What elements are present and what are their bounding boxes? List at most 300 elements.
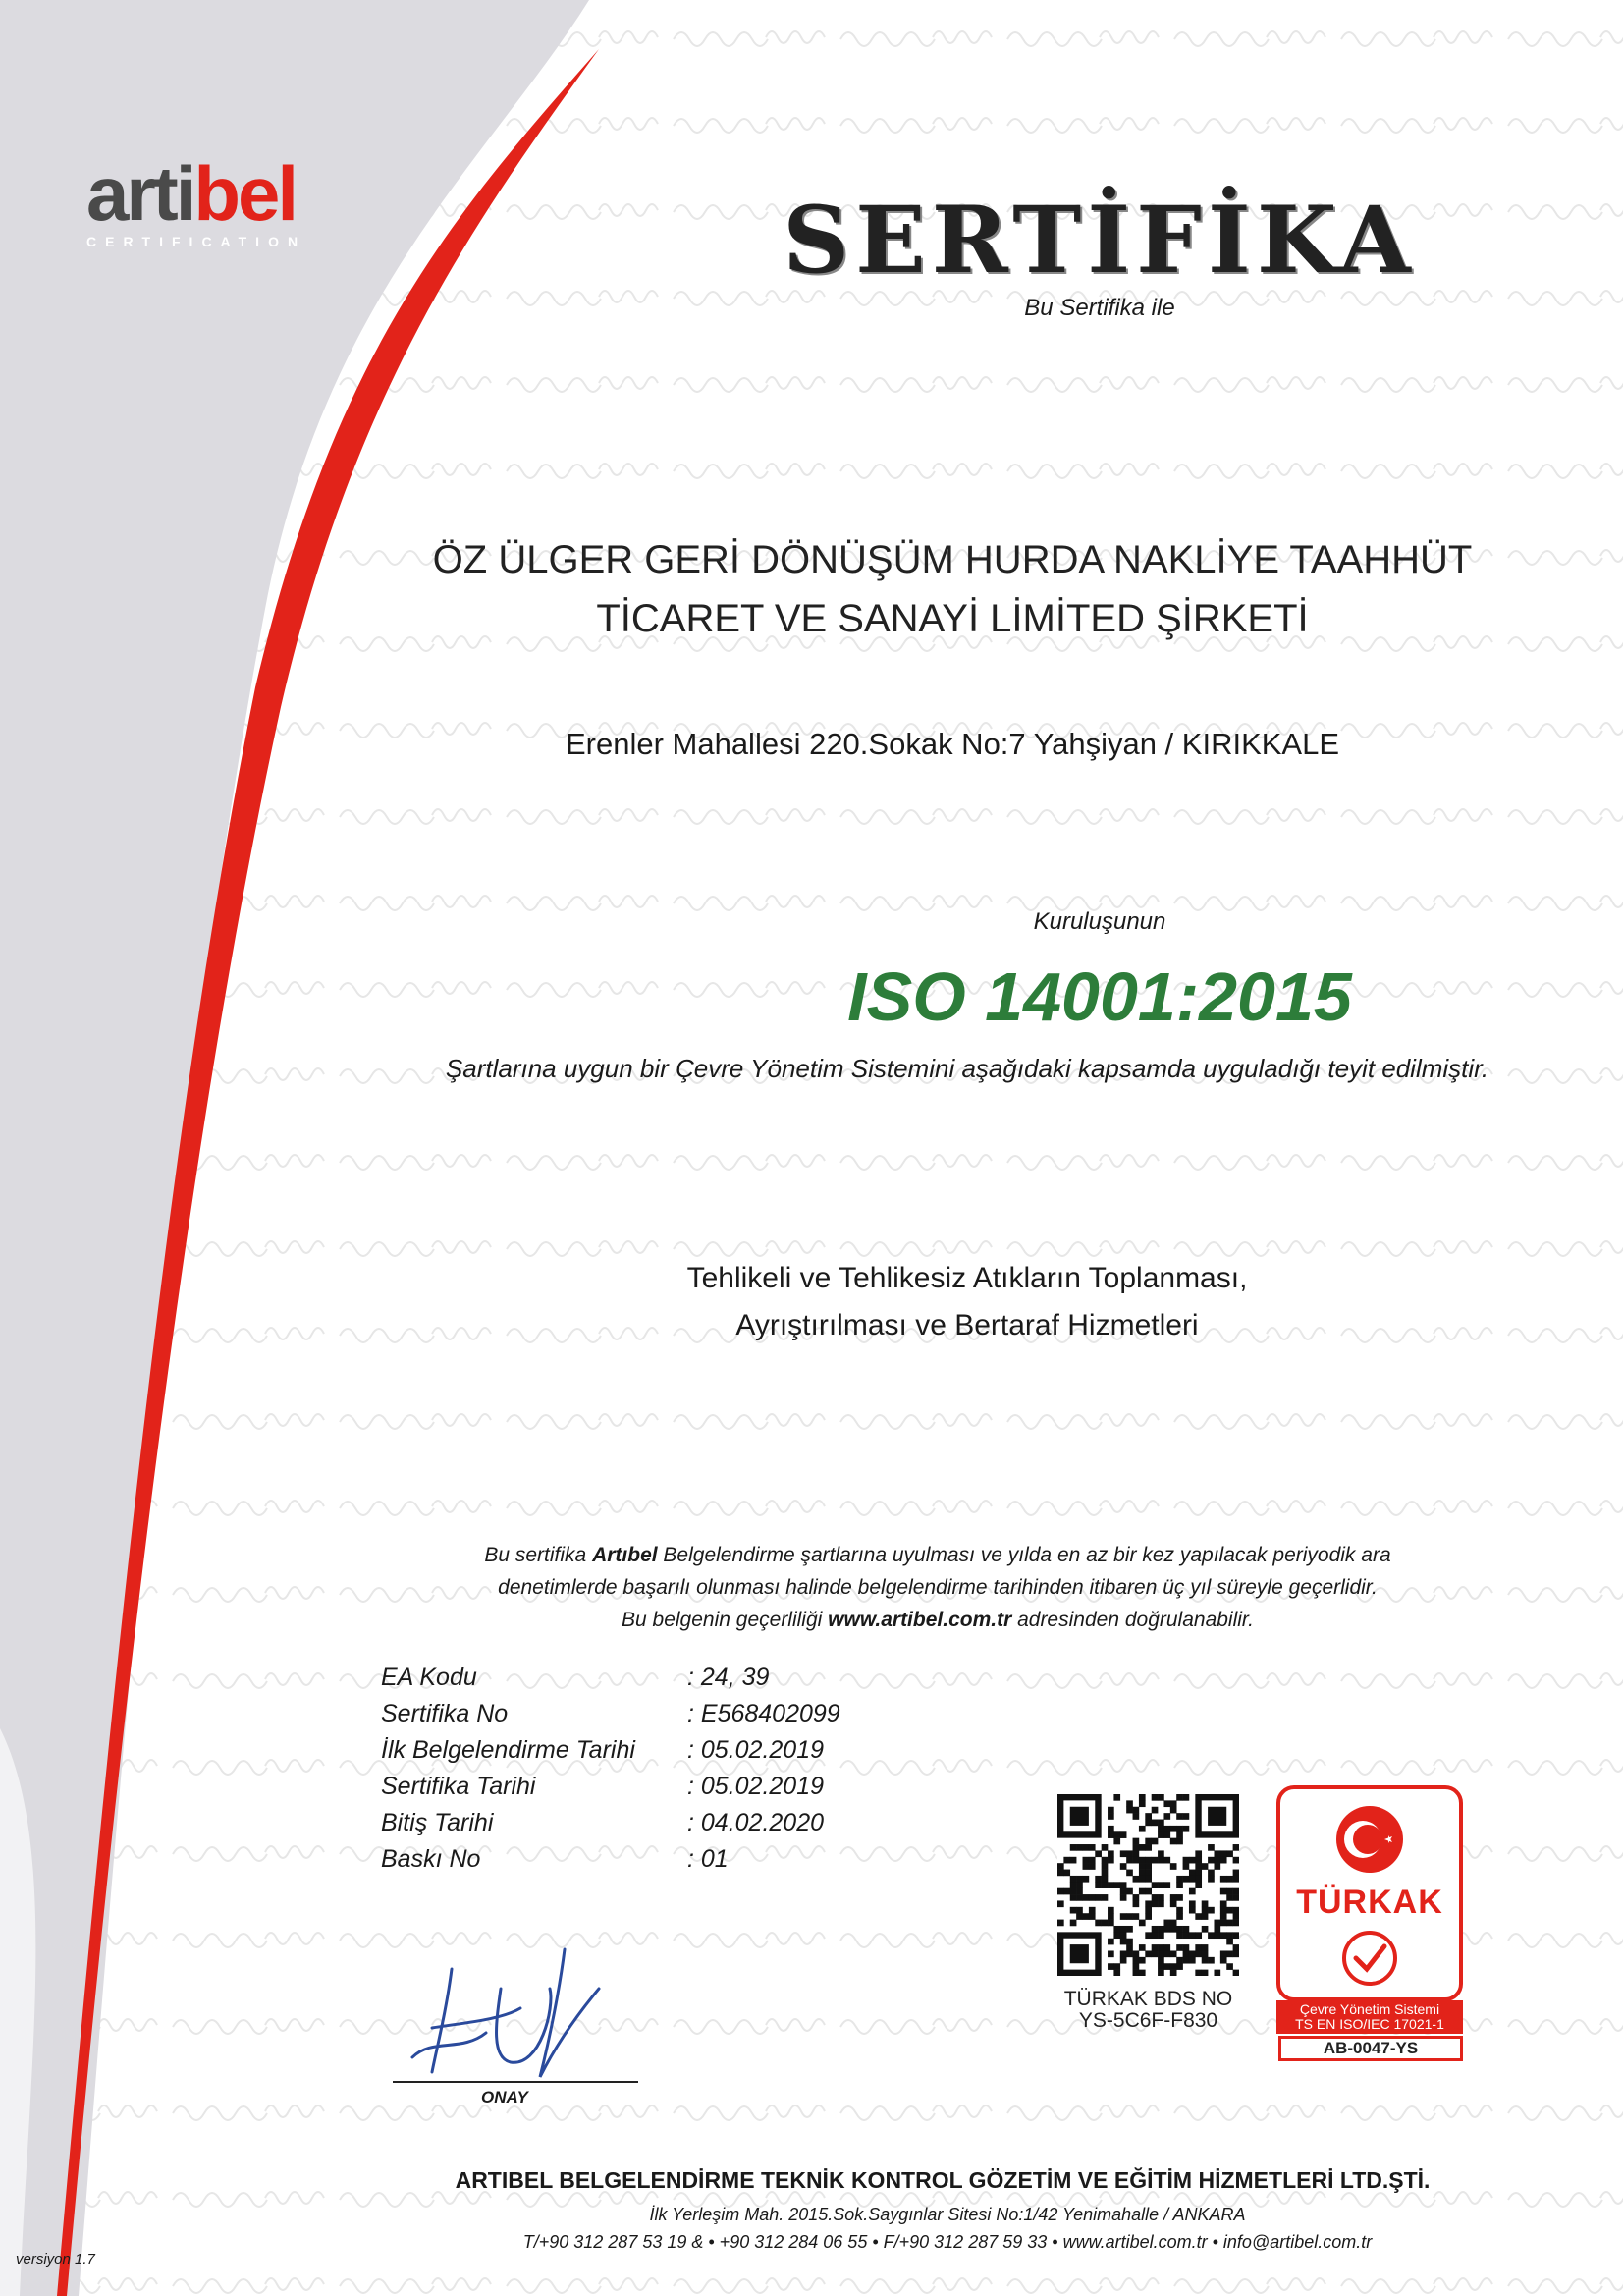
qr-module bbox=[1152, 1807, 1159, 1814]
qr-module bbox=[1083, 1894, 1090, 1901]
qr-module bbox=[1183, 1950, 1190, 1957]
qr-module bbox=[1176, 1876, 1183, 1883]
qr-module bbox=[1195, 1857, 1202, 1864]
qr-module bbox=[1083, 1876, 1090, 1883]
iso-standard: ISO 14001:2015 bbox=[847, 958, 1352, 1035]
company-name-line1: ÖZ ÜLGER GERİ DÖNÜŞÜM HURDA NAKLİYE TAAHHÜT bbox=[432, 538, 1473, 581]
qr-module bbox=[1202, 1863, 1209, 1870]
qr-module bbox=[1220, 1876, 1227, 1883]
qr-module bbox=[1120, 1863, 1127, 1870]
qr-module bbox=[1176, 1907, 1183, 1914]
turkak-scope bbox=[1276, 2000, 1463, 2034]
footer-company: ARTIBEL BELGELENDİRME TEKNİK KONTROL GÖZETİM VE EĞİTİM HİZMETLERİ LTD.ŞTİ. bbox=[455, 2167, 1431, 2193]
certification-scope bbox=[550, 1255, 1384, 1349]
logo-text-bel: bel bbox=[193, 150, 297, 237]
qr-module bbox=[1208, 1857, 1215, 1864]
qr-module bbox=[1195, 1970, 1202, 1976]
qr-module bbox=[1102, 1863, 1109, 1870]
qr-module bbox=[1158, 1820, 1164, 1827]
qr-module bbox=[1158, 1932, 1164, 1939]
qr-module bbox=[1108, 1826, 1114, 1832]
qr-module bbox=[1139, 1870, 1146, 1877]
notice-line2: denetimlerde başarılı olunması halinde belgelendirme tarihinden itibaren üç yıl süreyle geçerlidir. bbox=[498, 1576, 1378, 1599]
qr-module bbox=[1158, 1957, 1164, 1964]
detail-value: : 24, 39 bbox=[687, 1664, 770, 1691]
qr-module bbox=[1139, 1920, 1146, 1927]
qr-module bbox=[1195, 1950, 1202, 1957]
qr-module bbox=[1176, 1831, 1183, 1838]
conformity-statement: Şartlarına uygun bir Çevre Yönetim Sistemini aşağıdaki kapsamda uyguladığı teyit edilmiştir. bbox=[445, 1054, 1489, 1083]
qr-module bbox=[1102, 1844, 1109, 1851]
qr-module bbox=[1133, 1807, 1140, 1814]
qr-module bbox=[1189, 1857, 1196, 1864]
qr-module bbox=[1102, 1876, 1109, 1883]
qr-module bbox=[1226, 1888, 1233, 1895]
qr-module bbox=[1133, 1838, 1140, 1845]
qr-module bbox=[1170, 1838, 1177, 1845]
qr-module bbox=[1063, 1888, 1070, 1895]
qr-module bbox=[1163, 1926, 1170, 1933]
qr-module bbox=[1126, 1939, 1133, 1945]
qr-module bbox=[1089, 1907, 1096, 1914]
qr-module bbox=[1195, 1882, 1202, 1888]
turkak-accreditation-mark bbox=[1276, 1785, 1463, 2001]
qr-module bbox=[1145, 1913, 1152, 1920]
qr-module bbox=[1083, 1913, 1090, 1920]
qr-module bbox=[1108, 1813, 1114, 1820]
qr-module bbox=[1126, 1888, 1133, 1895]
detail-row-bitis-tarihi bbox=[381, 1805, 990, 1841]
detail-value: : 04.02.2020 bbox=[687, 1809, 825, 1836]
notice-line1-pre: Bu sertifika bbox=[484, 1544, 593, 1566]
turkak-name: TÜRKAK bbox=[1296, 1884, 1443, 1921]
detail-row-sertifika-no bbox=[381, 1696, 990, 1732]
qr-module bbox=[1233, 1920, 1239, 1927]
qr-module bbox=[1070, 1876, 1077, 1883]
qr-module bbox=[1226, 1907, 1233, 1914]
qr-module bbox=[1170, 1950, 1177, 1957]
validity-notice bbox=[353, 1539, 1522, 1636]
qr-module bbox=[1139, 1844, 1146, 1851]
qr-module bbox=[1152, 1950, 1159, 1957]
qr-module bbox=[1063, 1857, 1070, 1864]
qr-module bbox=[1133, 1900, 1140, 1907]
qr-module bbox=[1158, 1970, 1164, 1976]
detail-value: : 05.02.2019 bbox=[687, 1773, 825, 1800]
qr-module bbox=[1176, 1813, 1183, 1820]
qr-module bbox=[1158, 1944, 1164, 1951]
qr-module bbox=[1076, 1894, 1083, 1901]
qr-module bbox=[1126, 1913, 1133, 1920]
qr-module bbox=[1070, 1882, 1077, 1888]
qr-module bbox=[1226, 1963, 1233, 1970]
qr-module bbox=[1233, 1950, 1239, 1957]
qr-module bbox=[1202, 1913, 1209, 1920]
qr-module bbox=[1126, 1807, 1133, 1814]
qr-module bbox=[1076, 1876, 1083, 1883]
qr-module bbox=[1233, 1907, 1239, 1914]
qr-module bbox=[1145, 1844, 1152, 1851]
qr-module bbox=[1214, 1863, 1220, 1870]
logo-text-arti: arti bbox=[86, 150, 194, 237]
qr-module bbox=[1113, 1838, 1120, 1845]
qr-module bbox=[1139, 1794, 1146, 1801]
qr-module bbox=[1202, 1957, 1209, 1964]
qr-module bbox=[1163, 1826, 1170, 1832]
qr-module bbox=[1233, 1913, 1239, 1920]
qr-module bbox=[1063, 1870, 1070, 1877]
company-address: Erenler Mahallesi 220.Sokak No:7 Yahşiyan / KIRIKKALE bbox=[565, 727, 1340, 761]
qr-module bbox=[1057, 1888, 1064, 1895]
qr-module bbox=[1076, 1888, 1083, 1895]
qr-module bbox=[1202, 1950, 1209, 1957]
qr-module bbox=[1214, 1926, 1220, 1933]
qr-module bbox=[1214, 1850, 1220, 1857]
qr-module bbox=[1102, 1870, 1109, 1877]
qr-module bbox=[1189, 1957, 1196, 1964]
qr-module bbox=[1076, 1882, 1083, 1888]
qr-module bbox=[1120, 1939, 1127, 1945]
qr-module bbox=[1183, 1876, 1190, 1883]
qr-module bbox=[1108, 1807, 1114, 1814]
qr-module bbox=[1183, 1957, 1190, 1964]
qr-module bbox=[1120, 1913, 1127, 1920]
qr-module bbox=[1152, 1838, 1159, 1845]
qr-module bbox=[1220, 1913, 1227, 1920]
qr-module bbox=[1076, 1913, 1083, 1920]
qr-module bbox=[1176, 1882, 1183, 1888]
qr-module bbox=[1120, 1950, 1127, 1957]
qr-module bbox=[1163, 1831, 1170, 1838]
qr-module bbox=[1152, 1932, 1159, 1939]
qr-caption bbox=[1043, 1989, 1254, 2032]
qr-module bbox=[1163, 1882, 1170, 1888]
qr-module bbox=[1176, 1957, 1183, 1964]
qr-module bbox=[1158, 1794, 1164, 1801]
approval-label: ONAY bbox=[481, 2088, 528, 2106]
qr-module bbox=[1220, 1950, 1227, 1957]
qr-module bbox=[1102, 1882, 1109, 1888]
qr-module bbox=[1120, 1926, 1127, 1933]
qr-module bbox=[1089, 1913, 1096, 1920]
qr-module bbox=[1226, 1950, 1233, 1957]
qr-module bbox=[1120, 1882, 1127, 1888]
certificate-title: SERTİFİKA bbox=[783, 187, 1417, 295]
qr-module bbox=[1126, 1800, 1133, 1807]
qr-module bbox=[1158, 1950, 1164, 1957]
qr-module bbox=[1139, 1826, 1146, 1832]
qr-module bbox=[1133, 1957, 1140, 1964]
signature bbox=[393, 1930, 648, 2087]
qr-module bbox=[1183, 1857, 1190, 1864]
qr-module bbox=[1195, 1944, 1202, 1951]
qr-module bbox=[1076, 1844, 1083, 1851]
qr-module bbox=[1145, 1907, 1152, 1914]
notice-line1-post: Belgelendirme şartlarına uyulması ve yılda en az bir kez yapılacak periyodik ara bbox=[657, 1544, 1391, 1566]
qr-module bbox=[1189, 1900, 1196, 1907]
notice-line1 bbox=[353, 1539, 1522, 1571]
qr-module bbox=[1108, 1907, 1114, 1914]
qr-module bbox=[1158, 1963, 1164, 1970]
qr-module bbox=[1133, 1963, 1140, 1970]
qr-module bbox=[1176, 1926, 1183, 1933]
qr-module bbox=[1202, 1970, 1209, 1976]
qr-module bbox=[1220, 1850, 1227, 1857]
version-label: versiyon 1.7 bbox=[16, 2251, 95, 2268]
qr-module bbox=[1152, 1926, 1159, 1933]
qr-module bbox=[1170, 1800, 1177, 1807]
turkak-standard: TS EN ISO/IEC 17021-1 bbox=[1295, 2016, 1444, 2032]
checkmark-icon bbox=[1280, 1927, 1459, 1995]
qr-module bbox=[1163, 1963, 1170, 1970]
qr-module bbox=[1189, 1932, 1196, 1939]
qr-module bbox=[1214, 1920, 1220, 1927]
qr-module bbox=[1208, 1907, 1215, 1914]
qr-module bbox=[1126, 1950, 1133, 1957]
qr-module bbox=[1170, 1894, 1177, 1901]
qr-module bbox=[1139, 1888, 1146, 1895]
qr-module bbox=[1089, 1844, 1096, 1851]
qr-module bbox=[1158, 1857, 1164, 1864]
qr-module bbox=[1113, 1882, 1120, 1888]
qr-module bbox=[1102, 1857, 1109, 1864]
qr-module bbox=[1214, 1932, 1220, 1939]
qr-module bbox=[1133, 1913, 1140, 1920]
qr-module bbox=[1183, 1813, 1190, 1820]
qr-module bbox=[1170, 1920, 1177, 1927]
turkak-code: AB-0047-YS bbox=[1278, 2036, 1463, 2061]
detail-row-ilk-belgelendirme bbox=[381, 1732, 990, 1769]
qr-module bbox=[1133, 1876, 1140, 1883]
qr-module bbox=[1158, 1926, 1164, 1933]
qr-module bbox=[1083, 1857, 1090, 1864]
detail-row-ea-kodu bbox=[381, 1660, 990, 1696]
qr-module bbox=[1163, 1813, 1170, 1820]
qr-module bbox=[1070, 1888, 1077, 1895]
qr-module bbox=[1152, 1894, 1159, 1901]
scope-line2: Ayrıştırılması ve Bertaraf Hizmetleri bbox=[735, 1309, 1199, 1341]
qr-code[interactable] bbox=[1057, 1794, 1239, 1976]
qr-module bbox=[1189, 1870, 1196, 1877]
qr-module bbox=[1176, 1826, 1183, 1832]
qr-module bbox=[1070, 1920, 1077, 1927]
qr-module bbox=[1233, 1944, 1239, 1951]
qr-module bbox=[1163, 1857, 1170, 1864]
qr-module bbox=[1183, 1863, 1190, 1870]
detail-value: : 05.02.2019 bbox=[687, 1736, 825, 1764]
qr-module bbox=[1108, 1939, 1114, 1945]
qr-module bbox=[1145, 1900, 1152, 1907]
qr-module bbox=[1202, 1926, 1209, 1933]
qr-module bbox=[1176, 1838, 1183, 1845]
qr-module bbox=[1070, 1844, 1077, 1851]
qr-module bbox=[1120, 1957, 1127, 1964]
qr-module bbox=[1120, 1932, 1127, 1939]
qr-module bbox=[1158, 1831, 1164, 1838]
qr-module bbox=[1057, 1900, 1064, 1907]
qr-module bbox=[1163, 1920, 1170, 1927]
qr-module bbox=[1126, 1944, 1133, 1951]
qr-module bbox=[1163, 1950, 1170, 1957]
qr-module bbox=[1108, 1913, 1114, 1920]
qr-module bbox=[1170, 1807, 1177, 1814]
qr-module bbox=[1057, 1920, 1064, 1927]
qr-module bbox=[1152, 1900, 1159, 1907]
qr-module bbox=[1170, 1963, 1177, 1970]
qr-module bbox=[1113, 1970, 1120, 1976]
qr-module bbox=[1226, 1876, 1233, 1883]
turkish-flag-icon bbox=[1280, 1795, 1459, 1884]
qr-module bbox=[1226, 1932, 1233, 1939]
qr-module bbox=[1220, 1957, 1227, 1964]
qr-module bbox=[1057, 1870, 1064, 1877]
qr-module bbox=[1158, 1882, 1164, 1888]
qr-module bbox=[1089, 1894, 1096, 1901]
qr-module bbox=[1220, 1888, 1227, 1895]
notice-line3-post: adresinden doğrulanabilir. bbox=[1011, 1609, 1254, 1631]
qr-module bbox=[1108, 1831, 1114, 1838]
qr-module bbox=[1120, 1850, 1127, 1857]
qr-module bbox=[1220, 1920, 1227, 1927]
qr-module bbox=[1145, 1888, 1152, 1895]
qr-module bbox=[1170, 1826, 1177, 1832]
qr-module bbox=[1176, 1932, 1183, 1939]
qr-module bbox=[1108, 1950, 1114, 1957]
qr-module bbox=[1095, 1894, 1102, 1901]
detail-label: Sertifika Tarihi bbox=[381, 1773, 536, 1800]
qr-module bbox=[1133, 1850, 1140, 1857]
qr-module bbox=[1202, 1900, 1209, 1907]
qr-module bbox=[1102, 1920, 1109, 1927]
qr-finder-pattern bbox=[1070, 1807, 1089, 1826]
certificate-details bbox=[381, 1660, 990, 1878]
qr-module bbox=[1189, 1876, 1196, 1883]
detail-label: EA Kodu bbox=[381, 1664, 477, 1691]
qr-module bbox=[1170, 1900, 1177, 1907]
qr-module bbox=[1145, 1813, 1152, 1820]
qr-module bbox=[1202, 1944, 1209, 1951]
qr-module bbox=[1170, 1863, 1177, 1870]
qr-module bbox=[1070, 1857, 1077, 1864]
notice-brand: Artıbel bbox=[592, 1544, 658, 1566]
qr-module bbox=[1202, 1907, 1209, 1914]
qr-module bbox=[1163, 1800, 1170, 1807]
detail-row-sertifika-tarihi bbox=[381, 1769, 990, 1805]
qr-module bbox=[1195, 1932, 1202, 1939]
qr-module bbox=[1095, 1920, 1102, 1927]
qr-module bbox=[1070, 1907, 1077, 1914]
qr-module bbox=[1183, 1794, 1190, 1801]
qr-module bbox=[1208, 1876, 1215, 1883]
qr-module bbox=[1176, 1913, 1183, 1920]
qr-finder-pattern bbox=[1208, 1807, 1226, 1826]
qr-module bbox=[1095, 1876, 1102, 1883]
footer-contact: T/+90 312 287 53 19 & • +90 312 284 06 55 • F/+90 312 287 59 33 • www.artibel.com.tr • info@artibel.com.tr bbox=[522, 2232, 1373, 2252]
qr-module bbox=[1089, 1863, 1096, 1870]
qr-module bbox=[1133, 1857, 1140, 1864]
qr-module bbox=[1113, 1932, 1120, 1939]
qr-module bbox=[1233, 1894, 1239, 1901]
qr-module bbox=[1083, 1863, 1090, 1870]
qr-module bbox=[1220, 1907, 1227, 1914]
kurulus-label: Kuruluşunun bbox=[1033, 908, 1166, 935]
qr-module bbox=[1208, 1870, 1215, 1877]
verification-url[interactable]: www.artibel.com.tr bbox=[828, 1609, 1012, 1631]
qr-module bbox=[1195, 1913, 1202, 1920]
qr-module bbox=[1120, 1888, 1127, 1895]
qr-module bbox=[1226, 1850, 1233, 1857]
qr-module bbox=[1152, 1820, 1159, 1827]
detail-label: Sertifika No bbox=[381, 1700, 509, 1727]
qr-module bbox=[1233, 1870, 1239, 1877]
qr-module bbox=[1145, 1857, 1152, 1864]
qr-module bbox=[1163, 1944, 1170, 1951]
qr-module bbox=[1113, 1926, 1120, 1933]
signature-line bbox=[393, 2081, 638, 2083]
qr-module bbox=[1208, 1844, 1215, 1851]
qr-module bbox=[1102, 1894, 1109, 1901]
qr-module bbox=[1170, 1970, 1177, 1976]
qr-module bbox=[1195, 1870, 1202, 1877]
qr-module bbox=[1152, 1857, 1159, 1864]
qr-module bbox=[1176, 1894, 1183, 1901]
qr-caption-line1: TÜRKAK BDS NO bbox=[1063, 1988, 1233, 2010]
qr-module bbox=[1183, 1944, 1190, 1951]
qr-module bbox=[1226, 1894, 1233, 1901]
qr-module bbox=[1195, 1876, 1202, 1883]
qr-module bbox=[1139, 1863, 1146, 1870]
qr-module bbox=[1089, 1857, 1096, 1864]
qr-module bbox=[1214, 1857, 1220, 1864]
qr-module bbox=[1108, 1857, 1114, 1864]
detail-label: Bitiş Tarihi bbox=[381, 1809, 494, 1836]
qr-module bbox=[1070, 1894, 1077, 1901]
qr-module bbox=[1214, 1970, 1220, 1976]
qr-module bbox=[1126, 1870, 1133, 1877]
footer-address: İlk Yerleşim Mah. 2015.Sok.Saygınlar Sitesi No:1/42 Yenimahalle / ANKARA bbox=[649, 2205, 1246, 2224]
qr-module bbox=[1139, 1957, 1146, 1964]
qr-module bbox=[1108, 1963, 1114, 1970]
qr-module bbox=[1152, 1882, 1159, 1888]
detail-row-baski-no bbox=[381, 1841, 990, 1878]
qr-module bbox=[1145, 1838, 1152, 1845]
qr-module bbox=[1233, 1970, 1239, 1976]
qr-module bbox=[1158, 1894, 1164, 1901]
qr-module bbox=[1108, 1882, 1114, 1888]
qr-module bbox=[1195, 1850, 1202, 1857]
qr-module bbox=[1220, 1857, 1227, 1864]
qr-module bbox=[1189, 1888, 1196, 1895]
notice-line3-pre: Bu belgenin geçerliliği bbox=[622, 1609, 829, 1631]
qr-module bbox=[1183, 1926, 1190, 1933]
logo-subtitle: CERTIFICATION bbox=[86, 234, 307, 249]
qr-module bbox=[1145, 1870, 1152, 1877]
detail-value: : 01 bbox=[687, 1845, 729, 1873]
qr-module bbox=[1208, 1932, 1215, 1939]
qr-caption-line2: YS-5C6F-F830 bbox=[1078, 2009, 1218, 2032]
qr-module bbox=[1158, 1850, 1164, 1857]
qr-module bbox=[1133, 1894, 1140, 1901]
qr-module bbox=[1120, 1894, 1127, 1901]
qr-module bbox=[1145, 1820, 1152, 1827]
qr-module bbox=[1133, 1844, 1140, 1851]
qr-module bbox=[1145, 1950, 1152, 1957]
qr-module bbox=[1183, 1932, 1190, 1939]
qr-module bbox=[1158, 1900, 1164, 1907]
detail-label: İlk Belgelendirme Tarihi bbox=[381, 1736, 635, 1764]
qr-module bbox=[1233, 1876, 1239, 1883]
qr-module bbox=[1113, 1794, 1120, 1801]
